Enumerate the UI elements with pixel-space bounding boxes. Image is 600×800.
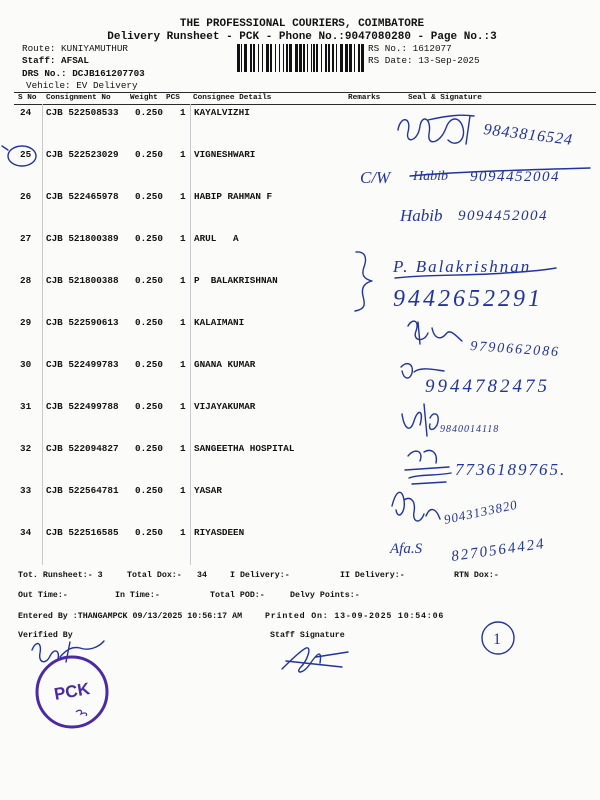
cell-weight: 0.250 <box>135 317 163 328</box>
cell-consignment: CJB 522499788 <box>46 401 119 412</box>
cell-weight: 0.250 <box>135 191 163 202</box>
cell-consignee: HABIP RAHMAN F <box>194 191 273 202</box>
cell-weight: 0.250 <box>135 359 163 370</box>
handwritten-phone-row-31: 9840014118 <box>440 424 500 435</box>
handwritten-cw-row-25: C/W <box>360 168 391 187</box>
signature-row-29 <box>408 321 462 344</box>
cell-pcs: 1 <box>180 107 186 118</box>
cell-pcs: 1 <box>180 401 186 412</box>
cell-sno: 34 <box>20 527 32 538</box>
rs-date: RS Date: 13-Sep-2025 <box>368 55 480 66</box>
cell-consignee: VIGNESHWARI <box>194 149 256 160</box>
cell-weight: 0.250 <box>135 443 163 454</box>
cell-consignee: YASAR <box>194 485 222 496</box>
staff-signature-label: Staff Signature <box>270 631 345 640</box>
handwritten-phone-row-28: 9442652291 <box>393 286 543 312</box>
verified-by-label: Verified By <box>18 631 73 640</box>
handwritten-phone-row-33: 9043133820 <box>442 496 519 527</box>
delivery-points: Delvy Points:- <box>290 591 360 600</box>
company-name: THE PROFESSIONAL COURIERS, COIMBATORE <box>179 18 425 30</box>
cell-pcs: 1 <box>180 317 186 328</box>
cell-consignment: CJB 522590613 <box>46 317 119 328</box>
handwritten-name-row-34: Afa.S <box>390 541 423 557</box>
cell-pcs: 1 <box>180 233 186 244</box>
handwritten-phone-row-34: 8270564424 <box>450 535 547 565</box>
cell-sno: 25 <box>20 149 32 160</box>
page-mark-number: 1 <box>493 631 501 648</box>
col-consignment: Consignment No <box>46 94 111 102</box>
signature-row-31 <box>402 404 438 436</box>
cell-pcs: 1 <box>180 191 186 202</box>
cell-consignment: CJB 522094827 <box>46 443 119 454</box>
cell-consignee: RIYASDEEN <box>194 527 245 538</box>
cell-consignment: CJB 522516585 <box>46 527 119 538</box>
total-dox-value: 34 <box>197 571 207 580</box>
cell-consignee: GNANA KUMAR <box>194 359 256 370</box>
cell-sno: 27 <box>20 233 32 244</box>
cell-consignee: VIJAYAKUMAR <box>194 401 256 412</box>
signature-row-24 <box>398 115 474 144</box>
handwritten-phone-row-32: 7736189765. <box>455 460 567 479</box>
handwritten-phone-row-24: 9843816524 <box>482 121 574 149</box>
signature-row-33 <box>392 492 440 521</box>
staff: Staff: AFSAL <box>22 55 89 66</box>
cell-consignment: CJB 521800389 <box>46 233 119 244</box>
vehicle: Vehicle: EV Delivery <box>26 80 138 91</box>
col-remarks: Remarks <box>348 94 381 102</box>
cell-sno: 26 <box>20 191 32 202</box>
circle-tail-mark <box>2 146 8 150</box>
out-time: Out Time:- <box>18 591 68 600</box>
handwritten-name-row-28: P. Balakrishnan <box>393 257 532 276</box>
cell-consignment: CJB 522523029 <box>46 149 119 160</box>
runsheet-title: Delivery Runsheet - PCK - Phone No.:9047080280 - Page No.:3 <box>107 31 497 43</box>
cell-sno: 33 <box>20 485 32 496</box>
i-delivery: I Delivery:- <box>230 571 290 580</box>
ii-delivery: II Delivery:- <box>340 571 405 580</box>
signature-row-32 <box>405 450 451 484</box>
handwritten-phone-row-26: 9094452004 <box>458 208 548 224</box>
cell-consignee: SANGEETHA HOSPITAL <box>194 443 295 454</box>
cell-pcs: 1 <box>180 149 186 160</box>
cell-consignment: CJB 522564781 <box>46 485 119 496</box>
route: Route: KUNIYAMUTHUR <box>22 43 129 54</box>
drs-number: DRS No.: DCJB161207703 <box>22 68 145 79</box>
cell-consignee: KAYALVIZHI <box>194 107 250 118</box>
cell-consignee: ARUL A <box>194 233 239 244</box>
handwritten-name-row-25: Habib <box>413 169 448 184</box>
cell-weight: 0.250 <box>135 233 163 244</box>
cell-sno: 28 <box>20 275 32 286</box>
cell-consignment: CJB 522508533 <box>46 107 119 118</box>
stamp-text: PCK <box>52 679 92 704</box>
verified-by-signature <box>32 641 104 662</box>
total-runsheet: Tot. Runsheet:- 3 <box>18 571 103 580</box>
cell-pcs: 1 <box>180 443 186 454</box>
stamp-mark <box>76 710 87 716</box>
staff-signature <box>282 648 348 672</box>
in-time: In Time:- <box>115 591 160 600</box>
cell-weight: 0.250 <box>135 149 163 160</box>
pck-stamp <box>37 657 107 727</box>
cell-weight: 0.250 <box>135 275 163 286</box>
cell-pcs: 1 <box>180 485 186 496</box>
rtn-dox: RTN Dox:- <box>454 571 499 580</box>
cell-sno: 24 <box>20 107 32 118</box>
cell-weight: 0.250 <box>135 485 163 496</box>
cell-consignment: CJB 521800388 <box>46 275 119 286</box>
bracket-rows-27-28 <box>355 252 372 311</box>
total-pod: Total POD:- <box>210 591 265 600</box>
cell-sno: 30 <box>20 359 32 370</box>
cell-weight: 0.250 <box>135 107 163 118</box>
col-weight: Weight <box>130 94 158 102</box>
handwritten-phone-row-29: 9790662086 <box>469 339 561 361</box>
cell-consignee: P BALAKRISHNAN <box>194 275 278 286</box>
handwritten-name-row-26: Habib <box>400 206 443 225</box>
col-pcs: PCS <box>166 94 180 102</box>
cell-consignment: CJB 522499783 <box>46 359 119 370</box>
col-seal-signature: Seal & Signature <box>408 94 482 102</box>
cell-consignee: KALAIMANI <box>194 317 245 328</box>
rs-number: RS No.: 1612077 <box>368 43 452 54</box>
total-dox-label: Total Dox:- <box>127 571 182 580</box>
cell-pcs: 1 <box>180 275 186 286</box>
cell-pcs: 1 <box>180 527 186 538</box>
handwritten-phone-row-30: 9944782475 <box>425 376 550 397</box>
cell-weight: 0.250 <box>135 527 163 538</box>
col-consignee: Consignee Details <box>193 94 272 102</box>
cell-sno: 31 <box>20 401 32 412</box>
circled-serial-mark <box>8 146 36 166</box>
col-sno: S No <box>18 94 37 102</box>
cell-consignment: CJB 522465978 <box>46 191 119 202</box>
cell-sno: 29 <box>20 317 32 328</box>
cell-sno: 32 <box>20 443 32 454</box>
cell-weight: 0.250 <box>135 401 163 412</box>
entered-by: Entered By :THANGAMPCK 09/13/2025 10:56:17 AM <box>18 612 243 621</box>
cell-pcs: 1 <box>180 359 186 370</box>
handwritten-phone-row-25: 9094452004 <box>470 169 560 185</box>
printed-on: Printed On: 13-09-2025 10:54:06 <box>265 612 445 621</box>
